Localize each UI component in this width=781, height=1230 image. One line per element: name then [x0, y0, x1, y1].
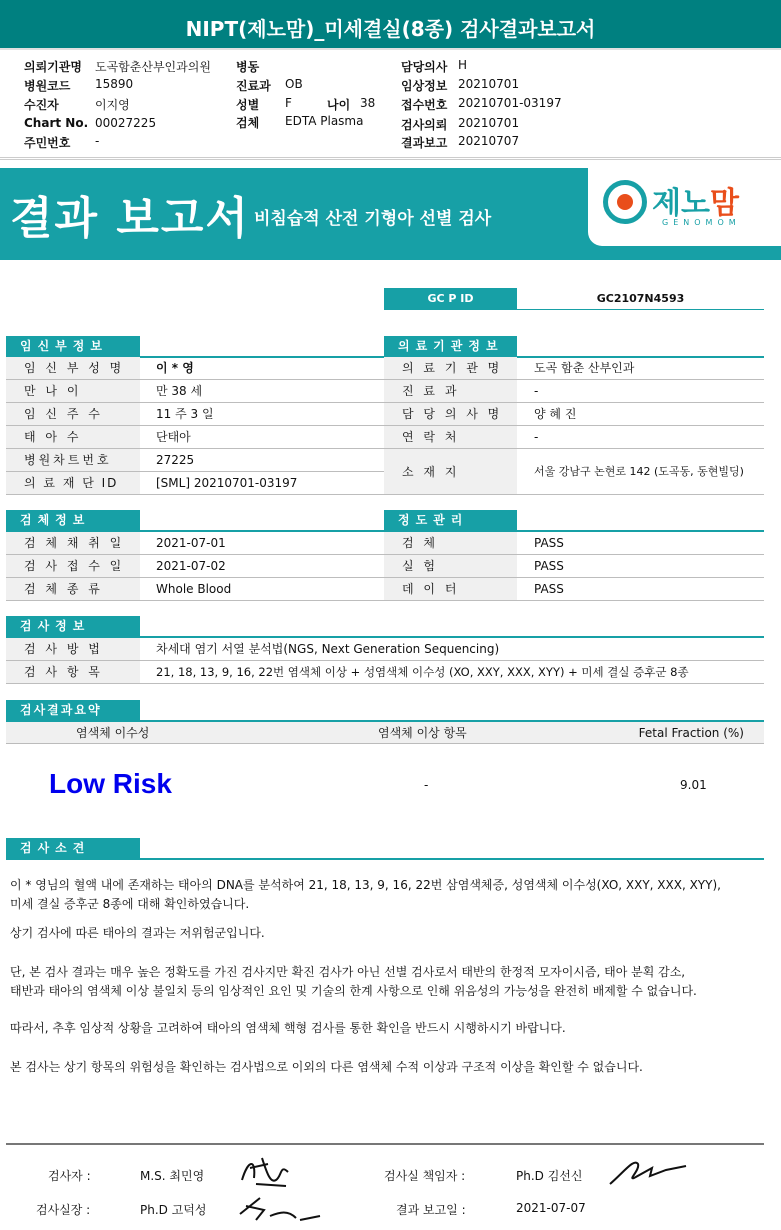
report-date-value: 2021-07-07 [516, 1201, 586, 1215]
table-row: 임 신 주 수 11 주 3 일 [6, 403, 384, 426]
table-row: 검 사 접 수 일 2021-07-02 [6, 555, 384, 578]
finding-paragraph: 본 검사는 상기 항목의 위험성을 확인하는 검사법으로 이외의 다른 염색체 수적 이상과 구조적 이상을 확인할 수 없습니다. [10, 1060, 643, 1074]
banner-title: 결과 보고서 [10, 193, 250, 244]
table-row: 의 료 기 관 명 도곡 함춘 산부인과 [384, 357, 764, 380]
director-label: 검사실장 : [36, 1203, 91, 1217]
table-row: 검 체 PASS [384, 532, 764, 555]
header-value: 20210701 [458, 116, 520, 130]
header-value: 38 [360, 96, 376, 110]
finding-paragraph: 상기 검사에 따른 태아의 결과는 저위험군입니다. [10, 926, 265, 940]
summary-col-ff: Fetal Fraction (%) [638, 726, 744, 740]
table-row: 임 신 부 성 명 이 * 영 [6, 357, 384, 380]
table-row: 진 료 과 - [384, 380, 764, 403]
table-row: 검 사 방 법 차세대 염기 서열 분석법(NGS, Next Generation Sequencing) [6, 638, 764, 661]
header-field: 수진자 [24, 98, 59, 112]
table-row: 데 이 터 PASS [384, 578, 764, 601]
section-testinfo-title: 검사정보 [6, 616, 140, 636]
table-row: 연 락 처 - [384, 426, 764, 449]
header-field: 검체 [236, 116, 260, 130]
tester-label: 검사자 : [48, 1169, 91, 1183]
header-field: 담당의사 [401, 60, 448, 74]
header-value: F [285, 96, 292, 110]
director-signature-icon [236, 1190, 326, 1226]
header-value: 15890 [95, 77, 134, 91]
result-low-risk: Low Risk [49, 768, 172, 799]
footer-divider [6, 1143, 764, 1145]
finding-paragraph: 따라서, 추후 임상적 상황을 고려하여 태아의 염색체 핵형 검사를 통한 확인을 반드시 시행하시기 바랍니다. [10, 1021, 566, 1035]
logo-mark-icon [603, 180, 647, 224]
header-field: 의뢰기관명 [24, 60, 82, 74]
report-date-label: 결과 보고일 : [396, 1203, 466, 1217]
result-banner [0, 168, 781, 260]
header-field: 검사의뢰 [401, 118, 448, 132]
header-field: 결과보고 [401, 136, 448, 150]
table-row: 의 료 재 단 ID [SML] 20210701-03197 [6, 472, 384, 495]
finding-paragraph: 이 * 영님의 혈액 내에 존재하는 태아의 DNA를 분석하여 21, 18, 13, 9, 16, 22번 삼염색체증, 성염색체 이수성(XO, XXY, XXX, XYY), 미세 결실 증후군 8종에 대해 확인하였습니다. [10, 878, 721, 911]
header-value: 도곡함춘산부인과의원 [95, 60, 211, 74]
logo-text: 제노맘 [652, 186, 739, 221]
table-row: 검 체 채 취 일 2021-07-01 [6, 532, 384, 555]
header-value: 00027225 [95, 116, 157, 130]
summary-col-aneuploidy: 염색체 이수성 [76, 726, 150, 740]
lead-label: 검사실 책임자 : [384, 1169, 466, 1183]
result-abnormal-value: - [424, 778, 429, 792]
genomom-logo [588, 168, 781, 246]
header-value: 20210707 [458, 134, 520, 148]
finding-paragraph: 단, 본 검사 결과는 매우 높은 정확도를 가진 검사지만 확진 검사가 아닌 선별 검사로서 태반의 한정적 모자이시즘, 태아 분획 감소, 태반과 태아의 염색체 이상 불일치 등의 임상적인 요인 및 기술의 한계 사항으로 인해 위음성의 가능성을 완전히 배제할 수 없습니다. [10, 965, 697, 998]
header-value: 20210701 [458, 77, 520, 91]
report-title: NIPT(제노맘)_미세결실(8종) 검사결과보고서 [185, 17, 596, 41]
section-patient-title: 임신부정보 [6, 336, 140, 356]
gcp-id-value: GC2107N4593 [517, 288, 764, 310]
header-value: H [458, 58, 468, 72]
header-value: OB [285, 77, 303, 91]
section-qc-title: 정도관리 [384, 510, 517, 530]
table-row: 소 재 지 서울 강남구 논현로 142 (도곡동, 동현빌딩) [384, 449, 764, 495]
summary-header-row [6, 722, 764, 744]
header-value: - [95, 134, 100, 148]
section-summary-title: 검사결과요약 [6, 700, 140, 720]
section-divider [6, 858, 764, 860]
director-name: Ph.D 고덕성 [140, 1203, 207, 1217]
table-row: 실 험 PASS [384, 555, 764, 578]
header-field: 접수번호 [401, 98, 448, 112]
header-value: EDTA Plasma [285, 114, 364, 128]
gcp-id-label: GC P ID [384, 288, 517, 310]
header-info [0, 50, 781, 160]
table-row: 담 당 의 사 명 양 혜 진 [384, 403, 764, 426]
banner-subtitle: 비침습적 산전 기형아 선별 검사 [254, 209, 492, 229]
header-value: 이지영 [95, 98, 130, 112]
table-row: 만 나 이 만 38 세 [6, 380, 384, 403]
summary-col-abnormal: 염색체 이상 항목 [378, 726, 467, 740]
table-row: 검 사 항 목 21, 18, 13, 9, 16, 22번 염색체 이상 + 성염색체 이수성 (XO, XXY, XXX, XYY) + 미세 결실 증후군 8종 [6, 661, 764, 684]
header-field: 병동 [236, 60, 260, 74]
logo-subtext: GENOMOM [662, 218, 741, 227]
table-row: 태 아 수 단태아 [6, 426, 384, 449]
tester-name: M.S. 최민영 [140, 1169, 205, 1183]
header-field: 병원코드 [24, 79, 71, 93]
tester-signature-icon [236, 1150, 296, 1192]
header-field: 주민번호 [24, 136, 71, 150]
section-findings-title: 검사소견 [6, 838, 140, 858]
section-specimen-title: 검체정보 [6, 510, 140, 530]
result-ff-value: 9.01 [680, 778, 707, 792]
section-institution-title: 의료기관정보 [384, 336, 517, 356]
lead-signature-icon [604, 1152, 690, 1192]
report-title-bar [0, 0, 781, 50]
table-row: 검 체 종 류 Whole Blood [6, 578, 384, 601]
header-field: 임상정보 [401, 79, 448, 93]
header-field: Chart No. [24, 116, 89, 130]
header-field: 진료과 [236, 79, 271, 93]
header-value: 20210701-03197 [458, 96, 562, 110]
header-field: 나이 [327, 98, 351, 112]
header-field: 성별 [236, 98, 260, 112]
lead-name: Ph.D 김선신 [516, 1169, 583, 1183]
table-row: 병원차트번호 27225 [6, 449, 384, 472]
